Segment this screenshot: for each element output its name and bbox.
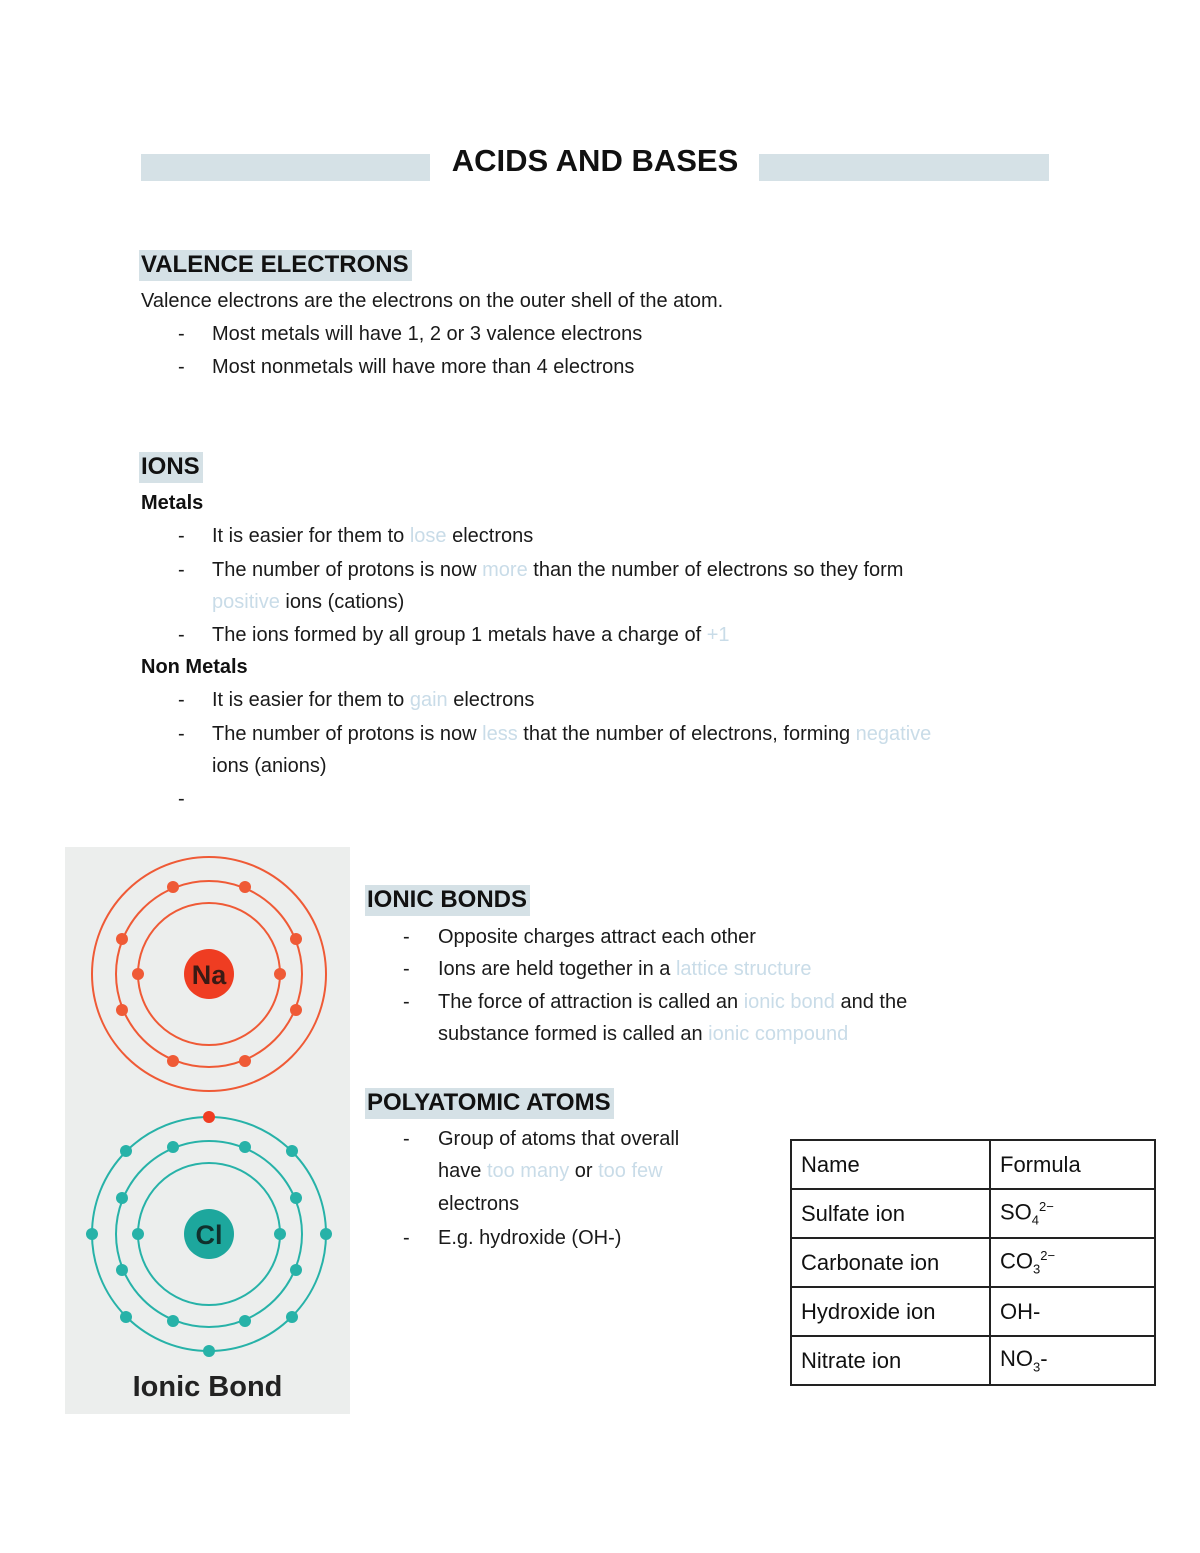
cl-electron — [116, 1192, 128, 1204]
cl-electron — [167, 1141, 179, 1153]
ionic-bond-figure — [65, 847, 350, 1414]
polyatomic-ions-table — [790, 1139, 1156, 1386]
ion-name: Hydroxide ion — [791, 1287, 990, 1336]
empty-bullet-dash: - — [178, 788, 185, 810]
formula-charge: - — [1040, 1346, 1048, 1372]
bullet-dash: - — [178, 525, 185, 547]
metals-bullet-3 — [212, 624, 730, 647]
ion-formula — [990, 1238, 1155, 1287]
ion-name: Nitrate ion — [791, 1336, 990, 1385]
cl-electron — [120, 1311, 132, 1323]
text: ions (cations) — [279, 591, 405, 613]
text: The ions formed by all group 1 metals have a charge of — [212, 624, 707, 646]
text: Ions are held together in a — [438, 958, 676, 980]
text: electrons — [447, 689, 535, 711]
text: It is easier for them to — [212, 689, 410, 711]
nonmetals-bullet-2-line-1 — [212, 723, 931, 746]
cl-symbol: Cl — [195, 1220, 223, 1250]
valence-intro: Valence electrons are the electrons on the outer shell of the atom. — [141, 290, 724, 312]
table-header-formula: Formula — [990, 1140, 1155, 1189]
ionic-bonds-bullet-2 — [438, 958, 812, 981]
table-row — [791, 1238, 1155, 1287]
na-electron — [239, 1055, 251, 1067]
title-bar-left — [141, 154, 430, 181]
cl-electron — [167, 1315, 179, 1327]
cl-missing-electron — [203, 1111, 215, 1123]
metals-bullet-1 — [212, 525, 533, 548]
formula-base: OH- — [1000, 1298, 1041, 1324]
formula-subscript: 3 — [1033, 1359, 1041, 1375]
na-electron — [116, 933, 128, 945]
cl-electron — [286, 1311, 298, 1323]
na-electron — [239, 881, 251, 893]
na-electron — [167, 881, 179, 893]
polyatomic-bullet-2: E.g. hydroxide (OH-) — [438, 1227, 622, 1249]
text: or — [569, 1160, 599, 1182]
subheading-metals: Metals — [141, 492, 204, 514]
bullet-dash: - — [403, 991, 410, 1013]
bullet-dash: - — [178, 723, 185, 745]
fill-in-blank: gain — [409, 689, 448, 711]
valence-bullet-1: Most metals will have 1, 2 or 3 valence electrons — [212, 323, 643, 345]
table-row — [791, 1287, 1155, 1336]
cl-electron — [274, 1228, 286, 1240]
ion-name: Carbonate ion — [791, 1238, 990, 1287]
table-row — [791, 1189, 1155, 1238]
heading-ions: IONS — [139, 452, 203, 483]
heading-ionic-bonds: IONIC BONDS — [365, 885, 530, 916]
na-electron — [167, 1055, 179, 1067]
na-electron — [116, 1004, 128, 1016]
heading-polyatomic-atoms: POLYATOMIC ATOMS — [365, 1088, 614, 1119]
text: than the number of electrons so they form — [527, 559, 904, 581]
bullet-dash: - — [178, 559, 185, 581]
text: It is easier for them to — [212, 525, 410, 547]
cl-electron — [120, 1145, 132, 1157]
na-electron — [290, 933, 302, 945]
fill-in-blank: less — [482, 723, 518, 745]
figure-caption: Ionic Bond — [132, 1371, 283, 1403]
na-symbol: Na — [191, 960, 227, 990]
valence-bullet-2: Most nonmetals will have more than 4 electrons — [212, 356, 635, 378]
cl-electron — [203, 1345, 215, 1357]
text: The number of protons is now — [212, 723, 483, 745]
text: that the number of electrons, forming — [517, 723, 856, 745]
na-electron — [274, 968, 286, 980]
bullet-dash: - — [403, 1227, 410, 1249]
cl-electron — [132, 1228, 144, 1240]
heading-valence-electrons: VALENCE ELECTRONS — [139, 250, 412, 281]
ion-formula — [990, 1336, 1155, 1385]
cl-electron — [116, 1264, 128, 1276]
fill-in-blank: too few — [598, 1160, 663, 1182]
polyatomic-bullet-1-line-3: electrons — [438, 1193, 520, 1215]
ionic-bonds-bullet-3-line-2 — [438, 1023, 848, 1046]
chlorine-atom-diagram — [86, 1111, 332, 1357]
page-title: ACIDS AND BASES — [451, 143, 739, 178]
ion-formula — [990, 1189, 1155, 1238]
fill-in-blank: lose — [409, 525, 447, 547]
sodium-atom-diagram — [92, 857, 326, 1091]
fill-in-blank: +1 — [706, 624, 730, 646]
text: have — [438, 1160, 487, 1182]
nonmetals-bullet-2-line-2: ions (anions) — [212, 755, 327, 777]
fill-in-blank: more — [482, 559, 528, 581]
formula-base: SO — [1000, 1199, 1032, 1225]
fill-in-blank: ionic bond — [743, 991, 835, 1013]
text: The force of attraction is called an — [438, 991, 744, 1013]
cl-electron — [320, 1228, 332, 1240]
bullet-dash: - — [178, 624, 185, 646]
na-electron — [290, 1004, 302, 1016]
cl-electron — [86, 1228, 98, 1240]
table-row — [791, 1336, 1155, 1385]
cl-electron — [290, 1192, 302, 1204]
bullet-dash: - — [403, 1128, 410, 1150]
table-header-row — [791, 1140, 1155, 1189]
bullet-dash: - — [403, 926, 410, 948]
cl-electron — [286, 1145, 298, 1157]
bullet-dash: - — [403, 958, 410, 980]
formula-subscript: 4 — [1031, 1212, 1040, 1228]
ion-formula — [990, 1287, 1155, 1336]
cl-electron — [239, 1141, 251, 1153]
metals-bullet-2-line-1 — [212, 559, 903, 582]
fill-in-blank: positive — [212, 591, 280, 613]
table-header-name: Name — [791, 1140, 990, 1189]
bullet-dash: - — [178, 323, 185, 345]
text: substance formed is called an — [438, 1023, 709, 1045]
bullet-dash: - — [178, 356, 185, 378]
fill-in-blank: too many — [486, 1160, 570, 1182]
nonmetals-bullet-1 — [212, 689, 534, 712]
ionic-bonds-bullet-3-line-1 — [438, 991, 907, 1014]
title-bar-right — [759, 154, 1049, 181]
cl-electron — [290, 1264, 302, 1276]
ionic-bonds-bullet-1: Opposite charges attract each other — [438, 926, 756, 948]
fill-in-blank: lattice structure — [675, 958, 812, 980]
formula-subscript: 3 — [1033, 1261, 1041, 1277]
fill-in-blank: ionic compound — [708, 1023, 849, 1045]
formula-base: CO — [1000, 1248, 1033, 1274]
na-electron — [132, 968, 144, 980]
ion-name: Sulfate ion — [791, 1189, 990, 1238]
formula-charge: 2− — [1039, 1199, 1054, 1215]
fill-in-blank: negative — [855, 723, 932, 745]
formula-base: NO — [1000, 1346, 1033, 1372]
bullet-dash: - — [178, 689, 185, 711]
polyatomic-bullet-1-line-2 — [438, 1160, 663, 1183]
text: The number of protons is now — [212, 559, 483, 581]
text: electrons — [446, 525, 534, 547]
metals-bullet-2-line-2 — [212, 591, 404, 614]
polyatomic-bullet-1-line-1: Group of atoms that overall — [438, 1128, 680, 1150]
ionic-bond-diagram — [65, 847, 350, 1367]
cl-electron — [239, 1315, 251, 1327]
formula-charge: 2− — [1040, 1248, 1056, 1264]
text: and the — [834, 991, 908, 1013]
subheading-non-metals: Non Metals — [141, 656, 248, 678]
